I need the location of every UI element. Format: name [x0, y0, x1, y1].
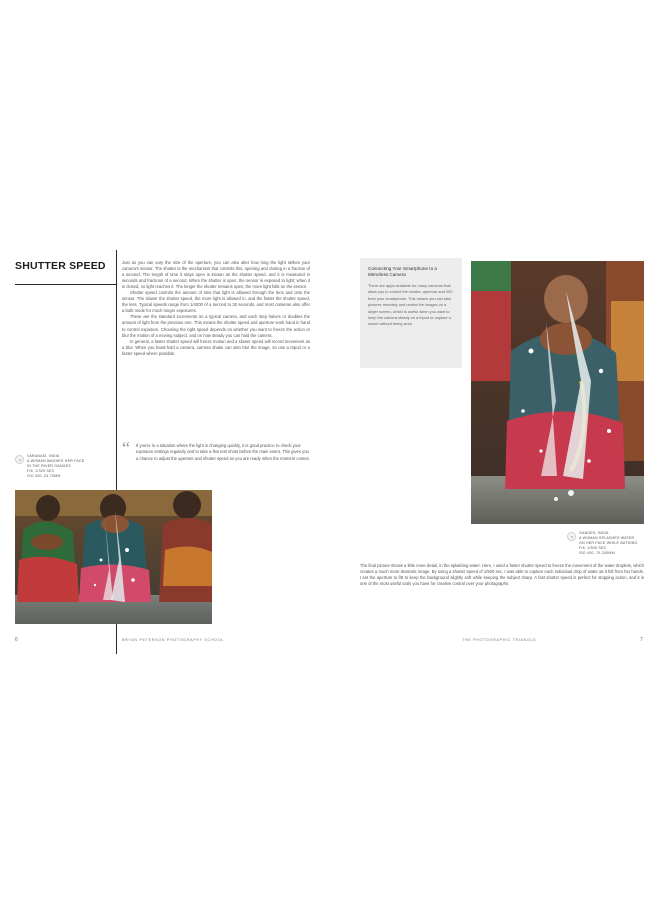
caption-pin-icon: [567, 532, 576, 541]
running-head: THE PHOTOGRAPHIC TRIANGLE: [462, 638, 537, 642]
left-body-text: [122, 260, 310, 357]
left-paragraph: Just as you can vary the size of the aperture, you can also alter how long the light strikes your camera's sensor. The shutter is the mechanism that controls this, opening and closing in a fraction of a second. The length of time it stays open is known as the shutter speed, and it is measured in seconds and fractions of a second. When the shutter is open, the sensor is exposed to light; when it is closed, no light reaches it. The longer the shutter remains open, the more light falls on the sensor.: [122, 260, 310, 290]
caption-line: IN THE RIVER GANGES: [27, 464, 71, 468]
left-paragraph: In general, a faster shutter speed will freeze motion and a slower speed will record movement as a blur. When you hand-hold a camera, camera shake can also blur the image, so use a tripod or a faster speed where possible.: [122, 338, 310, 356]
left-photo-caption: [27, 454, 107, 479]
left-photo-women-bathing: [15, 490, 212, 624]
right-photo-woman-splashing: [471, 261, 644, 524]
heading-rule: [15, 284, 116, 285]
caption-line: GANGES, INDIA: [579, 531, 609, 535]
caption-line: VARANASI, INDIA: [27, 454, 60, 458]
caption-line: ISO 400, 70-200MM: [579, 551, 615, 555]
sidebar-text: There are apps available for many cameras that allow you to control the shutter, aperture and ISO from your smartphone. This means you can take pictures remotely and review the images on a larger screen, which is useful when you want to keep the camera steady on a tripod or capture a scene without being seen.: [368, 283, 453, 327]
book-spread: [0, 240, 660, 660]
caption-line: F/8, 1/320 SEC: [27, 469, 55, 473]
right-photo-caption: [579, 531, 649, 556]
quote-mark-icon: “: [122, 438, 130, 458]
running-head: BRYAN PETERSON PHOTOGRAPHY SCHOOL: [122, 638, 225, 642]
page-number: 7: [640, 637, 643, 643]
right-body-text: [360, 563, 644, 587]
tip-sidebar: [360, 258, 462, 368]
caption-line: A WOMAN SPLASHES WATER: [579, 536, 635, 540]
section-heading: SHUTTER SPEED: [15, 260, 106, 272]
page-number: 6: [15, 637, 18, 643]
caption-line: ISO 400, 24-70MM: [27, 474, 61, 478]
right-paragraph: The final picture shows a little more detail, in the splashing water. Here, I used a faster shutter speed to freeze the movement of the water droplets, which creates a much more dramatic image. By using a shutter speed of 1/500 sec, I was able to capture each individual drop of water as it fell from her hands. I set the aperture to f/8 to keep the background slightly soft while keeping the subject sharp. A fast shutter speed is perfect for stopping action, and it is one of the most useful tools you have for creative control over your photographs.: [360, 563, 644, 587]
pull-quote: If you're in a situation where the light is changing quickly, it is good practice to check your exposure settings regularly and to take a few test shots before the main event. This gives you a chance to adjust the aperture and shutter speed so you are ready when the moment comes.: [136, 443, 310, 461]
caption-line: A WOMAN WASHES HER FACE: [27, 459, 85, 463]
left-paragraph: Shutter speed controls the amount of time that light is allowed through the lens and onto the sensor. The slower the shutter speed, the more light is allowed in, and the faster the shutter speed, the less. Typical speeds range from 1/4000 of a second to 30 seconds, and most cameras also offer a bulb mode for much longer exposures.: [122, 290, 310, 314]
caption-line: ON HER FACE WHILE BATHING: [579, 541, 638, 545]
left-paragraph: These are the standard increments on a typical camera, and each step halves or doubles the amount of light from the previous one. This means the shutter speed and aperture work hand in hand to control exposure. Choosing the right speed depends on whether you want to freeze the action or blur the motion of a moving subject, and on how steady you can hold the camera.: [122, 314, 310, 338]
caption-pin-icon: [15, 455, 24, 464]
caption-line: F/8, 1/500 SEC: [579, 546, 607, 550]
sidebar-title: Connecting Your Smartphone to a Mirrorless Camera: [368, 266, 437, 277]
